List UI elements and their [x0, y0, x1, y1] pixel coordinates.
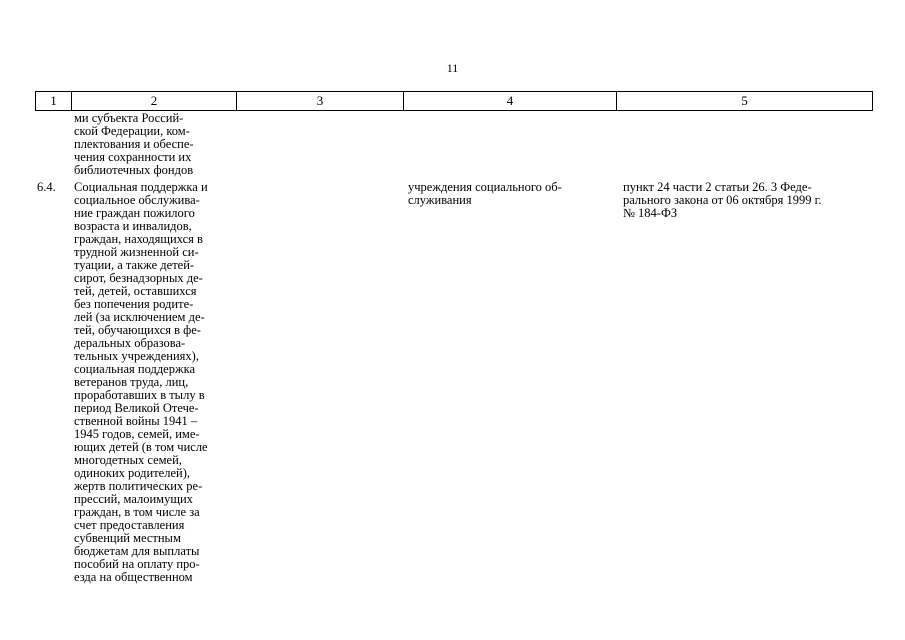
page-number: 11 [446, 61, 459, 75]
header-col-5: 5 [617, 92, 873, 111]
row-legal-basis: пункт 24 части 2 статьи 26. 3 Феде- рального закона от 06 октября 1999 г. № 184-ФЗ [623, 180, 822, 220]
header-row [36, 92, 873, 111]
row-institutions: учреждения социального об- служивания [408, 180, 562, 207]
continued-cell-text: ми субъекта Россий- ской Федерации, ком- плектования и обеспе- чения сохранности их библиотечных фондов [74, 111, 194, 177]
column-number-header [35, 91, 873, 111]
header-col-3: 3 [237, 92, 404, 111]
row-description: Социальная поддержка и социальное обслужива- ние граждан пожилого возраста и инвалидов, граждан, находящихся в трудной жизненной си- туации, а также детей- сирот, безнадзорных де- тей, детей, оставшихся без попечения родите- лей (за исключением де- тей, обучающихся в фе- деральных образова- тельных учреждениях), социальная поддержка ветеранов труда, лиц, проработавших в тылу в период Великой Отече- ственной войны 1941 – 1945 годов, семей, име- ющих детей (в том числе многодетных семей, одиноких родителей), жертв политических ре- прессий, малоимущих граждан, в том числе за счет предоставления субвенций местным бюджетам для выплаты пособий на оплату про- езда на общественном [74, 180, 208, 584]
header-col-4: 4 [404, 92, 617, 111]
header-col-2: 2 [72, 92, 237, 111]
header-col-1: 1 [36, 92, 72, 111]
row-number: 6.4. [37, 180, 56, 194]
